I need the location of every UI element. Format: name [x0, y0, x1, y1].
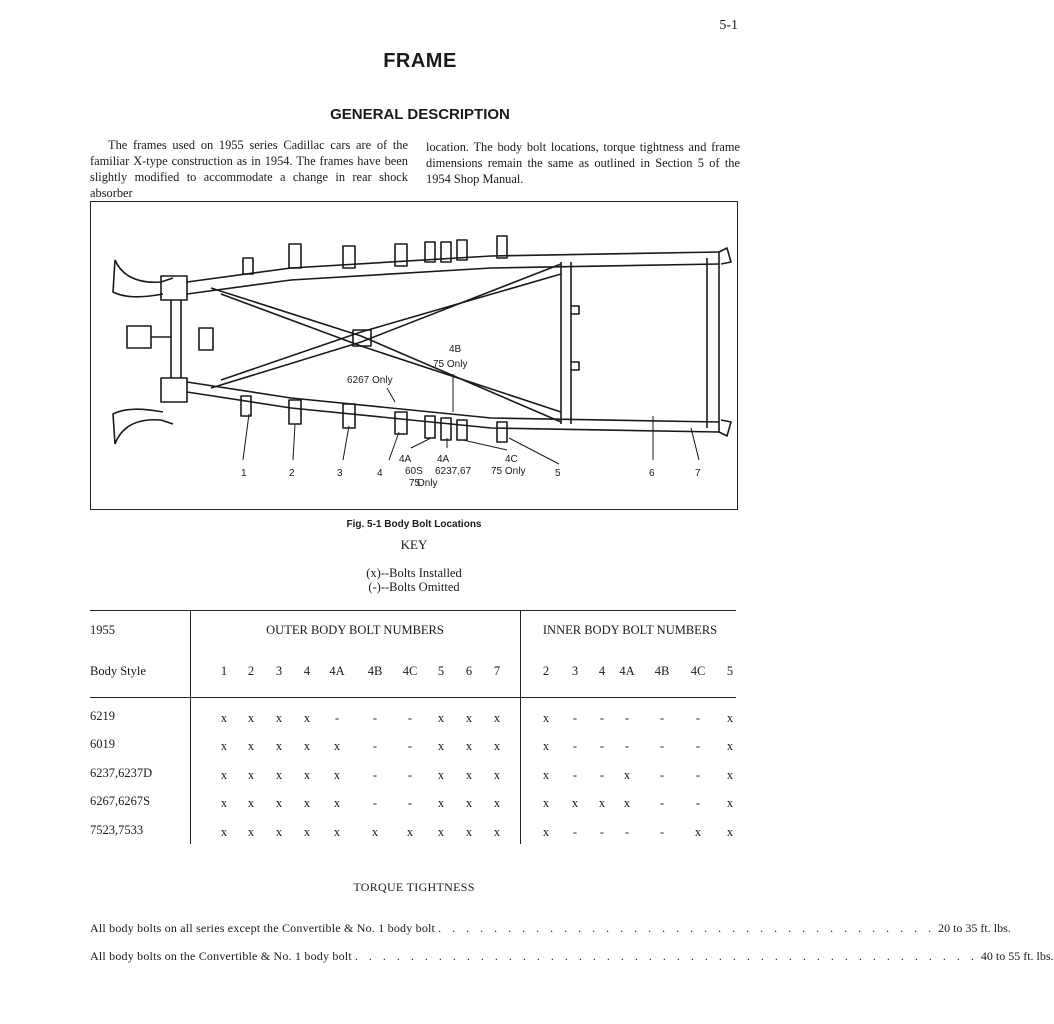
outer-bolt-cell: x — [333, 768, 341, 782]
callout-number-5: 5 — [555, 468, 561, 479]
outer-bolt-cell: x — [493, 711, 501, 725]
inner-bolt-cell: x — [694, 825, 702, 839]
front-horn-bottom-upper — [113, 409, 163, 444]
front-bracket-left — [127, 326, 151, 348]
side-rail-top-inner — [187, 264, 719, 294]
inner-bolt-cell: - — [572, 825, 578, 839]
front-crossmember — [171, 300, 181, 378]
frame-diagram — [91, 202, 739, 511]
body-style-label: Body Style — [90, 664, 146, 678]
inner-bolt-cell: - — [695, 768, 701, 782]
key-installed: (x)--Bolts Installed — [366, 566, 462, 580]
outer-bolt-cell: x — [220, 739, 228, 753]
outer-bolt-cell: x — [371, 825, 379, 839]
outer-bolt-cell: - — [407, 739, 413, 753]
callout-4a-2: 4A — [437, 454, 450, 465]
inner-bolt-cell: - — [659, 825, 665, 839]
callout-4c-note: 75 Only — [491, 466, 526, 477]
outer-col-head: 6 — [465, 664, 473, 678]
inner-bolt-cell: x — [542, 825, 550, 839]
front-horn-top-lower — [113, 260, 163, 297]
torque-line-2 — [90, 949, 1054, 964]
callout-number-6: 6 — [649, 468, 655, 479]
key-title: KEY — [400, 537, 428, 552]
callout-75: 75 — [409, 478, 421, 489]
table-rule-top — [90, 610, 736, 611]
inner-bolt-cell: - — [659, 739, 665, 753]
outer-bolt-cell: x — [220, 711, 228, 725]
front-horn-bottom — [115, 420, 173, 444]
figure-caption: Fig. 5-1 Body Bolt Locations — [346, 519, 482, 530]
outer-bolt-cell: x — [303, 711, 311, 725]
table-vline-1 — [190, 610, 191, 844]
inner-bolt-cell: - — [572, 711, 578, 725]
callout-number-3: 3 — [337, 468, 343, 479]
callout-number-4: 4 — [377, 468, 383, 479]
key-omitted: (-)--Bolts Omitted — [368, 580, 460, 594]
callout-only: Only — [417, 478, 438, 489]
inner-header: INNER BODY BOLT NUMBERS — [542, 623, 718, 637]
inner-bolt-cell: - — [695, 711, 701, 725]
outer-header: OUTER BODY BOLT NUMBERS — [266, 623, 444, 637]
callout-number-7: 7 — [695, 468, 701, 479]
outer-bolt-cell: - — [407, 711, 413, 725]
callout-6237: 6237,67 — [435, 466, 472, 477]
inner-bolt-cell: - — [624, 711, 630, 725]
outer-bolt-cell: - — [372, 768, 378, 782]
inner-bolt-cell: x — [542, 711, 550, 725]
outer-bolt-cell: x — [247, 796, 255, 810]
inner-col-head: 4 — [598, 664, 606, 678]
outer-bolt-cell: x — [275, 825, 283, 839]
torque-leader-dots: . . . . . . . . . . . . . . . . . . . . . . . . . . . . . . . . . . . . — [438, 921, 936, 935]
inner-bolt-cell: - — [695, 739, 701, 753]
inner-bolt-cell: x — [726, 739, 734, 753]
outer-bolt-cell: x — [493, 825, 501, 839]
outer-bolt-cell: x — [465, 768, 473, 782]
torque-title: TORQUE TIGHTNESS — [353, 880, 475, 894]
outer-bolt-cell: - — [407, 796, 413, 810]
section-title: GENERAL DESCRIPTION — [330, 106, 510, 123]
table-year: 1955 — [90, 623, 115, 637]
inner-bolt-cell: x — [542, 739, 550, 753]
inner-bolt-cell: x — [598, 796, 606, 810]
outer-col-head: 4C — [402, 664, 418, 678]
inner-bolt-cell: - — [624, 825, 630, 839]
callout-60s: 60S — [405, 466, 423, 477]
inner-bolt-cell: - — [599, 825, 605, 839]
torque-line-2-text: All body bolts on the Convertible & No. 1 body bolt — [90, 949, 352, 963]
outer-col-head: 3 — [275, 664, 283, 678]
description-right: location. The body bolt locations, torque tightness and frame dimensions remain the same as outlined in Section 5 of the 1954 Shop Manual. — [426, 140, 740, 186]
key-legend — [0, 566, 828, 594]
outer-bolt-cell: x — [303, 825, 311, 839]
outer-bolt-cell: x — [303, 739, 311, 753]
outer-bolt-cell: x — [247, 739, 255, 753]
outer-bolt-cell: - — [407, 768, 413, 782]
inner-col-head: 5 — [726, 664, 734, 678]
outer-bolt-cell: - — [372, 739, 378, 753]
inner-bolt-cell: x — [726, 796, 734, 810]
page-number: 5-1 — [719, 18, 738, 33]
inner-bolt-cell: - — [599, 711, 605, 725]
inner-bolt-cell: - — [695, 796, 701, 810]
outer-bolt-cell: x — [437, 739, 445, 753]
inner-bolt-cell: - — [572, 739, 578, 753]
outer-bolt-cell: - — [372, 711, 378, 725]
inner-bolt-cell: x — [726, 825, 734, 839]
outer-col-head: 4A — [329, 664, 345, 678]
outer-bolt-cell: - — [334, 711, 340, 725]
front-bracket-right — [199, 328, 213, 350]
outer-bolt-cell: x — [437, 711, 445, 725]
outer-bolt-cell: - — [372, 796, 378, 810]
inner-bolt-cell: - — [599, 739, 605, 753]
outer-bolt-cell: x — [333, 739, 341, 753]
inner-bolt-cell: x — [542, 796, 550, 810]
outer-bolt-cell: x — [493, 739, 501, 753]
front-horn-top — [115, 260, 173, 282]
inner-bolt-cell: x — [571, 796, 579, 810]
outer-bolt-cell: x — [465, 825, 473, 839]
table-rule-mid — [90, 697, 736, 698]
outer-bolt-cell: x — [303, 768, 311, 782]
outer-bolt-cell: x — [437, 825, 445, 839]
outer-bolt-cell: x — [275, 768, 283, 782]
callout-number-2: 2 — [289, 468, 295, 479]
mid-crossmember — [561, 262, 571, 424]
outer-bolt-cell: x — [333, 825, 341, 839]
body-style-cell: 6219 — [90, 709, 115, 723]
bracket — [289, 244, 301, 268]
inner-bolt-cell: - — [659, 768, 665, 782]
inner-col-head: 4B — [654, 664, 670, 678]
outer-bolt-cell: x — [220, 768, 228, 782]
front-mount-bottom — [161, 378, 187, 402]
torque-line-1-text: All body bolts on all series except the Convertible & No. 1 body bolt — [90, 921, 436, 935]
inner-col-head: 3 — [571, 664, 579, 678]
outer-bolt-cell: x — [465, 739, 473, 753]
torque-line-2-value: 40 to 55 ft. lbs. — [980, 949, 1054, 963]
outer-bolt-cell: x — [275, 739, 283, 753]
body-style-cell: 6019 — [90, 737, 115, 751]
outer-bolt-cell: x — [247, 768, 255, 782]
page-title: FRAME — [383, 50, 457, 72]
outer-bolt-cell: x — [333, 796, 341, 810]
description-left: The frames used on 1955 series Cadillac cars are of the familiar X-type construction as in 1954. The frames have been slightly modified to accommodate a change in rear shock absorber — [90, 138, 408, 200]
x-member-2 — [211, 264, 561, 388]
bracket — [243, 258, 253, 274]
front-mount-top — [161, 276, 187, 300]
outer-bolt-cell: x — [275, 796, 283, 810]
inner-bolt-cell: - — [572, 768, 578, 782]
torque-leader-dots: . . . . . . . . . . . . . . . . . . . . . . . . . . . . . . . . . . . . . . . . . . . . . — [354, 949, 978, 963]
body-style-cell: 7523,7533 — [90, 823, 144, 837]
side-rail-top — [187, 252, 719, 282]
torque-line-1-value: 20 to 35 ft. lbs. — [938, 921, 1011, 935]
callout-75-only: 75 Only — [433, 359, 468, 370]
inner-bolt-cell: - — [659, 711, 665, 725]
inner-bolt-cell: x — [542, 768, 550, 782]
outer-bolt-cell: x — [220, 796, 228, 810]
outer-bolt-cell: x — [406, 825, 414, 839]
outer-bolt-cell: x — [220, 825, 228, 839]
inner-bolt-cell: - — [624, 739, 630, 753]
callout-6267-only: 6267 Only — [347, 375, 393, 386]
outer-col-head: 4 — [303, 664, 311, 678]
inner-bolt-cell: x — [726, 711, 734, 725]
callout-4c: 4C — [505, 454, 518, 465]
outer-bolt-cell: x — [437, 796, 445, 810]
frame-figure — [90, 201, 738, 510]
outer-col-head: 5 — [437, 664, 445, 678]
outer-bolt-cell: x — [465, 796, 473, 810]
inner-bolt-cell: - — [599, 768, 605, 782]
table-vline-2 — [520, 610, 521, 844]
outer-bolt-cell: x — [275, 711, 283, 725]
inner-bolt-cell: - — [659, 796, 665, 810]
outer-col-head: 2 — [247, 664, 255, 678]
outer-col-head: 7 — [493, 664, 501, 678]
inner-col-head: 4A — [619, 664, 635, 678]
outer-bolt-cell: x — [493, 796, 501, 810]
outer-bolt-cell: x — [303, 796, 311, 810]
inner-col-head: 4C — [690, 664, 706, 678]
rear-crossmember — [707, 252, 719, 432]
outer-bolt-cell: x — [465, 711, 473, 725]
body-style-cell: 6237,6237D — [90, 766, 153, 780]
callout-4a-1: 4A — [399, 454, 412, 465]
outer-bolt-cell: x — [247, 711, 255, 725]
body-style-cell: 6267,6267S — [90, 794, 151, 808]
outer-bolt-cell: x — [437, 768, 445, 782]
inner-bolt-cell: x — [726, 768, 734, 782]
outer-bolt-cell: x — [247, 825, 255, 839]
inner-col-head: 2 — [542, 664, 550, 678]
torque-line-1 — [90, 921, 1011, 936]
outer-col-head: 4B — [367, 664, 383, 678]
inner-bolt-cell: x — [623, 796, 631, 810]
outer-bolt-cell: x — [493, 768, 501, 782]
callout-number-1: 1 — [241, 468, 247, 479]
inner-bolt-cell: x — [623, 768, 631, 782]
callout-4b: 4B — [449, 344, 462, 355]
outer-col-head: 1 — [220, 664, 228, 678]
